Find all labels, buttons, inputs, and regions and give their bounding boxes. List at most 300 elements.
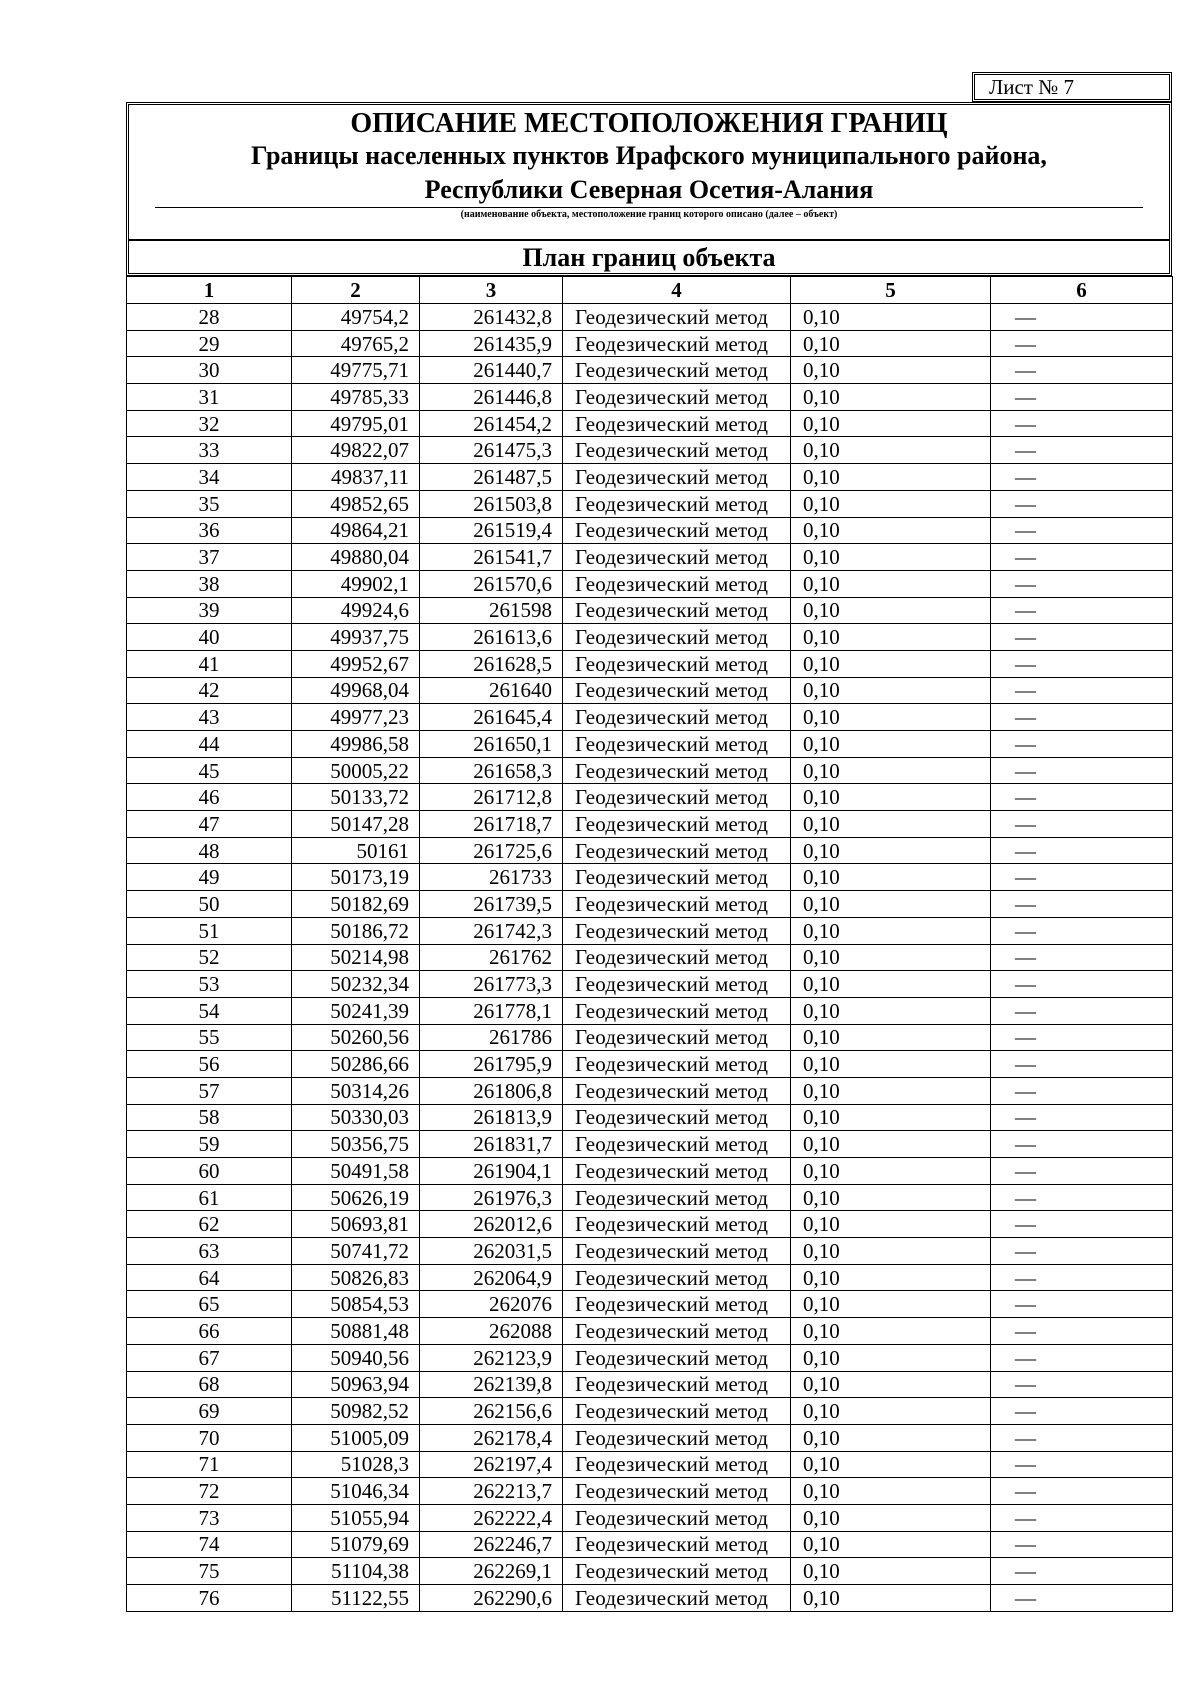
y-coordinate-cell: 261541,7 <box>420 544 563 571</box>
description-cell: — <box>991 917 1173 944</box>
y-coordinate-cell: 261739,5 <box>420 891 563 918</box>
y-coordinate-cell: 261570,6 <box>420 570 563 597</box>
table-row <box>127 1344 1173 1371</box>
table-row <box>127 1531 1173 1558</box>
x-coordinate-cell: 49795,01 <box>292 410 420 437</box>
method-cell: Геодезический метод <box>563 1585 791 1612</box>
table-row <box>127 384 1173 411</box>
point-number-cell: 74 <box>127 1531 292 1558</box>
x-coordinate-cell: 50232,34 <box>292 971 420 998</box>
table-row <box>127 1051 1173 1078</box>
y-coordinate-cell: 261503,8 <box>420 490 563 517</box>
x-coordinate-cell: 51122,55 <box>292 1585 420 1612</box>
x-coordinate-cell: 49880,04 <box>292 544 420 571</box>
document-header <box>126 102 1172 276</box>
x-coordinate-cell: 49775,71 <box>292 357 420 384</box>
method-cell: Геодезический метод <box>563 1318 791 1345</box>
y-coordinate-cell: 262197,4 <box>420 1451 563 1478</box>
description-cell: — <box>991 1104 1173 1131</box>
method-cell: Геодезический метод <box>563 1291 791 1318</box>
y-coordinate-cell: 261725,6 <box>420 837 563 864</box>
table-row <box>127 1451 1173 1478</box>
x-coordinate-cell: 50982,52 <box>292 1398 420 1425</box>
column-header: 4 <box>563 277 791 304</box>
table-row <box>127 1371 1173 1398</box>
table-row <box>127 1211 1173 1238</box>
method-cell: Геодезический метод <box>563 1398 791 1425</box>
description-cell: — <box>991 1264 1173 1291</box>
table-row <box>127 1024 1173 1051</box>
point-number-cell: 43 <box>127 704 292 731</box>
object-name-line-2: Республики Северная Осетия-Алания <box>424 175 874 204</box>
description-cell: — <box>991 1024 1173 1051</box>
accuracy-cell: 0,10 <box>791 1558 991 1585</box>
point-number-cell: 70 <box>127 1424 292 1451</box>
accuracy-cell: 0,10 <box>791 1291 991 1318</box>
method-cell: Геодезический метод <box>563 357 791 384</box>
method-cell: Геодезический метод <box>563 330 791 357</box>
description-cell: — <box>991 1504 1173 1531</box>
accuracy-cell: 0,10 <box>791 1264 991 1291</box>
method-cell: Геодезический метод <box>563 1344 791 1371</box>
y-coordinate-cell: 261598 <box>420 597 563 624</box>
y-coordinate-cell: 261645,4 <box>420 704 563 731</box>
y-coordinate-cell: 262213,7 <box>420 1478 563 1505</box>
method-cell: Геодезический метод <box>563 837 791 864</box>
point-number-cell: 55 <box>127 1024 292 1051</box>
x-coordinate-cell: 50881,48 <box>292 1318 420 1345</box>
description-cell: — <box>991 1371 1173 1398</box>
object-name-line-1: Границы населенных пунктов Ирафского муниципального района, <box>251 141 1047 170</box>
y-coordinate-cell: 262246,7 <box>420 1531 563 1558</box>
method-cell: Геодезический метод <box>563 811 791 838</box>
y-coordinate-cell: 261813,9 <box>420 1104 563 1131</box>
method-cell: Геодезический метод <box>563 757 791 784</box>
description-cell: — <box>991 1398 1173 1425</box>
table-header-row <box>127 277 1173 304</box>
point-number-cell: 46 <box>127 784 292 811</box>
y-coordinate-cell: 261795,9 <box>420 1051 563 1078</box>
method-cell: Геодезический метод <box>563 410 791 437</box>
point-number-cell: 53 <box>127 971 292 998</box>
point-number-cell: 73 <box>127 1504 292 1531</box>
accuracy-cell: 0,10 <box>791 1478 991 1505</box>
table-row <box>127 544 1173 571</box>
y-coordinate-cell: 262076 <box>420 1291 563 1318</box>
x-coordinate-cell: 49864,21 <box>292 517 420 544</box>
table-row <box>127 1478 1173 1505</box>
accuracy-cell: 0,10 <box>791 1398 991 1425</box>
description-cell: — <box>991 1478 1173 1505</box>
object-name-underline <box>155 207 1143 208</box>
boundary-points-table <box>126 276 1173 1612</box>
accuracy-cell: 0,10 <box>791 384 991 411</box>
point-number-cell: 40 <box>127 624 292 651</box>
method-cell: Геодезический метод <box>563 624 791 651</box>
accuracy-cell: 0,10 <box>791 570 991 597</box>
method-cell: Геодезический метод <box>563 517 791 544</box>
table-row <box>127 517 1173 544</box>
method-cell: Геодезический метод <box>563 437 791 464</box>
table-row <box>127 1424 1173 1451</box>
description-cell: — <box>991 624 1173 651</box>
point-number-cell: 72 <box>127 1478 292 1505</box>
x-coordinate-cell: 50161 <box>292 837 420 864</box>
table-row <box>127 1398 1173 1425</box>
x-coordinate-cell: 50286,66 <box>292 1051 420 1078</box>
table-row <box>127 1291 1173 1318</box>
description-cell: — <box>991 944 1173 971</box>
table-row <box>127 837 1173 864</box>
description-cell: — <box>991 1238 1173 1265</box>
table-row <box>127 784 1173 811</box>
table-row <box>127 570 1173 597</box>
table-row <box>127 1158 1173 1185</box>
point-number-cell: 39 <box>127 597 292 624</box>
accuracy-cell: 0,10 <box>791 597 991 624</box>
method-cell: Геодезический метод <box>563 1478 791 1505</box>
x-coordinate-cell: 50005,22 <box>292 757 420 784</box>
table-row <box>127 330 1173 357</box>
table-row <box>127 757 1173 784</box>
y-coordinate-cell: 261773,3 <box>420 971 563 998</box>
description-cell: — <box>991 1291 1173 1318</box>
table-row <box>127 357 1173 384</box>
description-cell: — <box>991 757 1173 784</box>
description-cell: — <box>991 410 1173 437</box>
table-row <box>127 1077 1173 1104</box>
x-coordinate-cell: 49852,65 <box>292 490 420 517</box>
x-coordinate-cell: 50314,26 <box>292 1077 420 1104</box>
point-number-cell: 30 <box>127 357 292 384</box>
table-row <box>127 1318 1173 1345</box>
x-coordinate-cell: 51104,38 <box>292 1558 420 1585</box>
method-cell: Геодезический метод <box>563 704 791 731</box>
point-number-cell: 69 <box>127 1398 292 1425</box>
table-row <box>127 304 1173 331</box>
method-cell: Геодезический метод <box>563 917 791 944</box>
x-coordinate-cell: 50182,69 <box>292 891 420 918</box>
accuracy-cell: 0,10 <box>791 330 991 357</box>
accuracy-cell: 0,10 <box>791 544 991 571</box>
method-cell: Геодезический метод <box>563 1424 791 1451</box>
table-row <box>127 704 1173 731</box>
y-coordinate-cell: 262269,1 <box>420 1558 563 1585</box>
table-row <box>127 1238 1173 1265</box>
point-number-cell: 75 <box>127 1558 292 1585</box>
accuracy-cell: 0,10 <box>791 971 991 998</box>
y-coordinate-cell: 261432,8 <box>420 304 563 331</box>
sheet-number-label: Лист № 7 <box>989 75 1075 99</box>
table-row <box>127 624 1173 651</box>
point-number-cell: 61 <box>127 1184 292 1211</box>
description-cell: — <box>991 731 1173 758</box>
y-coordinate-cell: 261831,7 <box>420 1131 563 1158</box>
description-cell: — <box>991 357 1173 384</box>
point-number-cell: 41 <box>127 650 292 677</box>
x-coordinate-cell: 51046,34 <box>292 1478 420 1505</box>
point-number-cell: 51 <box>127 917 292 944</box>
accuracy-cell: 0,10 <box>791 1318 991 1345</box>
point-number-cell: 71 <box>127 1451 292 1478</box>
accuracy-cell: 0,10 <box>791 944 991 971</box>
accuracy-cell: 0,10 <box>791 1104 991 1131</box>
description-cell: — <box>991 1158 1173 1185</box>
point-number-cell: 42 <box>127 677 292 704</box>
accuracy-cell: 0,10 <box>791 757 991 784</box>
y-coordinate-cell: 262064,9 <box>420 1264 563 1291</box>
table-row <box>127 1184 1173 1211</box>
description-cell: — <box>991 490 1173 517</box>
point-number-cell: 29 <box>127 330 292 357</box>
table-row <box>127 1558 1173 1585</box>
x-coordinate-cell: 49986,58 <box>292 731 420 758</box>
accuracy-cell: 0,10 <box>791 1184 991 1211</box>
description-cell: — <box>991 1318 1173 1345</box>
method-cell: Геодезический метод <box>563 1104 791 1131</box>
table-row <box>127 410 1173 437</box>
method-cell: Геодезический метод <box>563 650 791 677</box>
x-coordinate-cell: 51055,94 <box>292 1504 420 1531</box>
description-cell: — <box>991 570 1173 597</box>
y-coordinate-cell: 261778,1 <box>420 997 563 1024</box>
y-coordinate-cell: 261650,1 <box>420 731 563 758</box>
description-cell: — <box>991 597 1173 624</box>
description-cell: — <box>991 1451 1173 1478</box>
point-number-cell: 45 <box>127 757 292 784</box>
y-coordinate-cell: 261904,1 <box>420 1158 563 1185</box>
x-coordinate-cell: 50854,53 <box>292 1291 420 1318</box>
description-cell: — <box>991 1131 1173 1158</box>
method-cell: Геодезический метод <box>563 1131 791 1158</box>
table-row <box>127 677 1173 704</box>
column-header: 2 <box>292 277 420 304</box>
x-coordinate-cell: 50330,03 <box>292 1104 420 1131</box>
x-coordinate-cell: 50626,19 <box>292 1184 420 1211</box>
table-row <box>127 971 1173 998</box>
y-coordinate-cell: 262156,6 <box>420 1398 563 1425</box>
point-number-cell: 32 <box>127 410 292 437</box>
method-cell: Геодезический метод <box>563 864 791 891</box>
accuracy-cell: 0,10 <box>791 917 991 944</box>
x-coordinate-cell: 50826,83 <box>292 1264 420 1291</box>
column-header: 3 <box>420 277 563 304</box>
x-coordinate-cell: 49785,33 <box>292 384 420 411</box>
table-row <box>127 917 1173 944</box>
table-row <box>127 490 1173 517</box>
y-coordinate-cell: 261806,8 <box>420 1077 563 1104</box>
table-row <box>127 464 1173 491</box>
description-cell: — <box>991 677 1173 704</box>
x-coordinate-cell: 49837,11 <box>292 464 420 491</box>
y-coordinate-cell: 261786 <box>420 1024 563 1051</box>
y-coordinate-cell: 262290,6 <box>420 1585 563 1612</box>
table-row <box>127 944 1173 971</box>
accuracy-cell: 0,10 <box>791 864 991 891</box>
description-cell: — <box>991 971 1173 998</box>
description-cell: — <box>991 784 1173 811</box>
point-number-cell: 58 <box>127 1104 292 1131</box>
method-cell: Геодезический метод <box>563 490 791 517</box>
x-coordinate-cell: 50356,75 <box>292 1131 420 1158</box>
accuracy-cell: 0,10 <box>791 1158 991 1185</box>
y-coordinate-cell: 261435,9 <box>420 330 563 357</box>
description-cell: — <box>991 837 1173 864</box>
header-divider <box>129 239 1169 241</box>
description-cell: — <box>991 650 1173 677</box>
table-row <box>127 650 1173 677</box>
x-coordinate-cell: 49977,23 <box>292 704 420 731</box>
point-number-cell: 35 <box>127 490 292 517</box>
y-coordinate-cell: 261519,4 <box>420 517 563 544</box>
accuracy-cell: 0,10 <box>791 1024 991 1051</box>
table-row <box>127 1264 1173 1291</box>
sheet-number <box>972 72 1172 102</box>
description-cell: — <box>991 304 1173 331</box>
point-number-cell: 64 <box>127 1264 292 1291</box>
y-coordinate-cell: 261475,3 <box>420 437 563 464</box>
point-number-cell: 31 <box>127 384 292 411</box>
method-cell: Геодезический метод <box>563 677 791 704</box>
table-row <box>127 437 1173 464</box>
method-cell: Геодезический метод <box>563 731 791 758</box>
description-cell: — <box>991 437 1173 464</box>
y-coordinate-cell: 261658,3 <box>420 757 563 784</box>
y-coordinate-cell: 262088 <box>420 1318 563 1345</box>
method-cell: Геодезический метод <box>563 944 791 971</box>
column-header: 5 <box>791 277 991 304</box>
method-cell: Геодезический метод <box>563 1504 791 1531</box>
point-number-cell: 56 <box>127 1051 292 1078</box>
method-cell: Геодезический метод <box>563 570 791 597</box>
table-row <box>127 731 1173 758</box>
point-number-cell: 52 <box>127 944 292 971</box>
accuracy-cell: 0,10 <box>791 1504 991 1531</box>
y-coordinate-cell: 261762 <box>420 944 563 971</box>
table-row <box>127 891 1173 918</box>
accuracy-cell: 0,10 <box>791 490 991 517</box>
accuracy-cell: 0,10 <box>791 837 991 864</box>
accuracy-cell: 0,10 <box>791 1211 991 1238</box>
accuracy-cell: 0,10 <box>791 1238 991 1265</box>
table-row <box>127 1131 1173 1158</box>
description-cell: — <box>991 1211 1173 1238</box>
point-number-cell: 66 <box>127 1318 292 1345</box>
table-row <box>127 997 1173 1024</box>
accuracy-cell: 0,10 <box>791 650 991 677</box>
point-number-cell: 49 <box>127 864 292 891</box>
point-number-cell: 76 <box>127 1585 292 1612</box>
method-cell: Геодезический метод <box>563 1451 791 1478</box>
accuracy-cell: 0,10 <box>791 464 991 491</box>
method-cell: Геодезический метод <box>563 784 791 811</box>
column-header: 6 <box>991 277 1173 304</box>
method-cell: Геодезический метод <box>563 1531 791 1558</box>
x-coordinate-cell: 49937,75 <box>292 624 420 651</box>
point-number-cell: 57 <box>127 1077 292 1104</box>
method-cell: Геодезический метод <box>563 891 791 918</box>
x-coordinate-cell: 50963,94 <box>292 1371 420 1398</box>
point-number-cell: 44 <box>127 731 292 758</box>
x-coordinate-cell: 50260,56 <box>292 1024 420 1051</box>
y-coordinate-cell: 262123,9 <box>420 1344 563 1371</box>
method-cell: Геодезический метод <box>563 304 791 331</box>
method-cell: Геодезический метод <box>563 1051 791 1078</box>
accuracy-cell: 0,10 <box>791 517 991 544</box>
document-title: ОПИСАНИЕ МЕСТОПОЛОЖЕНИЯ ГРАНИЦ <box>350 108 948 139</box>
point-number-cell: 62 <box>127 1211 292 1238</box>
point-number-cell: 50 <box>127 891 292 918</box>
y-coordinate-cell: 262139,8 <box>420 1371 563 1398</box>
method-cell: Геодезический метод <box>563 544 791 571</box>
accuracy-cell: 0,10 <box>791 1585 991 1612</box>
y-coordinate-cell: 262031,5 <box>420 1238 563 1265</box>
table-body <box>127 304 1173 1612</box>
accuracy-cell: 0,10 <box>791 1531 991 1558</box>
method-cell: Геодезический метод <box>563 1211 791 1238</box>
description-cell: — <box>991 1184 1173 1211</box>
description-cell: — <box>991 1585 1173 1612</box>
x-coordinate-cell: 50214,98 <box>292 944 420 971</box>
x-coordinate-cell: 49754,2 <box>292 304 420 331</box>
accuracy-cell: 0,10 <box>791 731 991 758</box>
description-cell: — <box>991 811 1173 838</box>
method-cell: Геодезический метод <box>563 1184 791 1211</box>
table-row <box>127 597 1173 624</box>
description-cell: — <box>991 704 1173 731</box>
point-number-cell: 68 <box>127 1371 292 1398</box>
x-coordinate-cell: 50491,58 <box>292 1158 420 1185</box>
x-coordinate-cell: 51079,69 <box>292 1531 420 1558</box>
point-number-cell: 28 <box>127 304 292 331</box>
point-number-cell: 36 <box>127 517 292 544</box>
accuracy-cell: 0,10 <box>791 1051 991 1078</box>
accuracy-cell: 0,10 <box>791 1344 991 1371</box>
y-coordinate-cell: 262012,6 <box>420 1211 563 1238</box>
y-coordinate-cell: 261628,5 <box>420 650 563 677</box>
x-coordinate-cell: 49952,67 <box>292 650 420 677</box>
point-number-cell: 47 <box>127 811 292 838</box>
description-cell: — <box>991 464 1173 491</box>
method-cell: Геодезический метод <box>563 1024 791 1051</box>
x-coordinate-cell: 50741,72 <box>292 1238 420 1265</box>
x-coordinate-cell: 51005,09 <box>292 1424 420 1451</box>
accuracy-cell: 0,10 <box>791 624 991 651</box>
accuracy-cell: 0,10 <box>791 1371 991 1398</box>
x-coordinate-cell: 50693,81 <box>292 1211 420 1238</box>
point-number-cell: 48 <box>127 837 292 864</box>
point-number-cell: 33 <box>127 437 292 464</box>
x-coordinate-cell: 50147,28 <box>292 811 420 838</box>
y-coordinate-cell: 261742,3 <box>420 917 563 944</box>
x-coordinate-cell: 50241,39 <box>292 997 420 1024</box>
column-header: 1 <box>127 277 292 304</box>
accuracy-cell: 0,10 <box>791 677 991 704</box>
x-coordinate-cell: 49902,1 <box>292 570 420 597</box>
x-coordinate-cell: 51028,3 <box>292 1451 420 1478</box>
x-coordinate-cell: 50133,72 <box>292 784 420 811</box>
method-cell: Геодезический метод <box>563 1558 791 1585</box>
accuracy-cell: 0,10 <box>791 1424 991 1451</box>
method-cell: Геодезический метод <box>563 1158 791 1185</box>
method-cell: Геодезический метод <box>563 971 791 998</box>
accuracy-cell: 0,10 <box>791 784 991 811</box>
accuracy-cell: 0,10 <box>791 304 991 331</box>
table-row <box>127 1585 1173 1612</box>
y-coordinate-cell: 261712,8 <box>420 784 563 811</box>
x-coordinate-cell: 49765,2 <box>292 330 420 357</box>
y-coordinate-cell: 261718,7 <box>420 811 563 838</box>
